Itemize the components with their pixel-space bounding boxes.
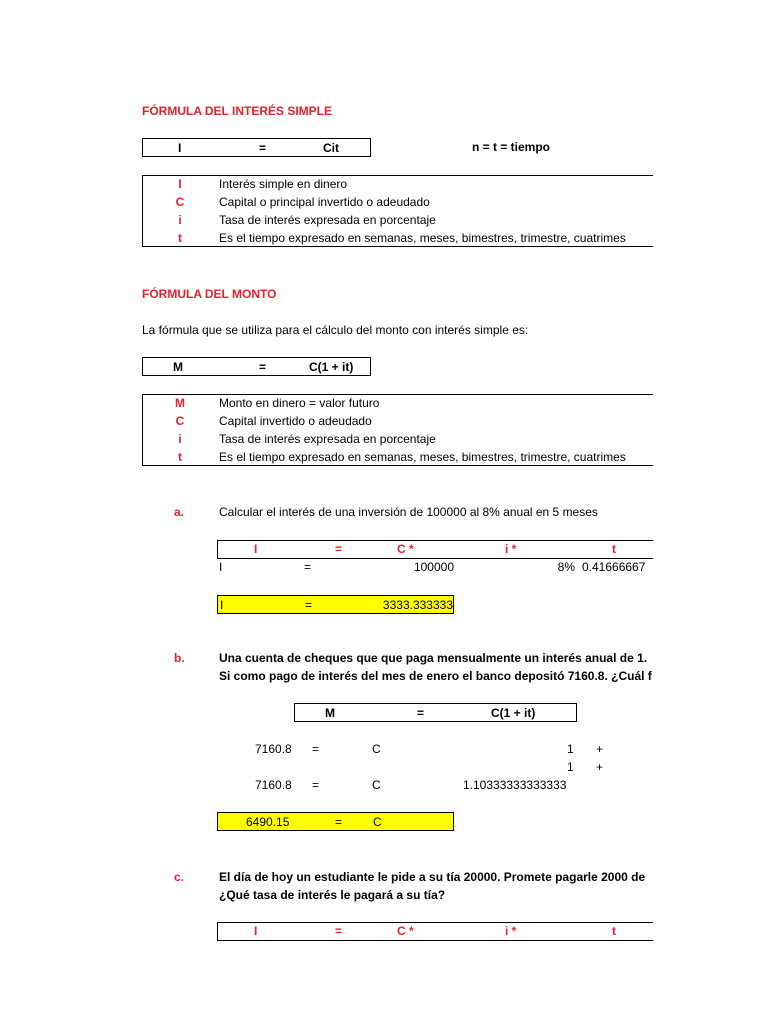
result-cell: 6490.15	[246, 815, 290, 829]
legend-symbol: t	[178, 450, 182, 464]
header-cell: I	[254, 542, 258, 556]
time-note: n = t = tiempo	[472, 140, 551, 154]
header-cell: t	[612, 542, 616, 556]
exercise-a-text: Calcular el interés de una inversión de 100000 al 8% anual en 5 meses	[219, 505, 598, 519]
result-cell: I	[220, 598, 224, 612]
header-cell: C *	[397, 542, 414, 556]
legend-symbol: M	[175, 396, 185, 410]
formula-eq: =	[417, 706, 425, 720]
legend-description: Es el tiempo expresado en semanas, meses, bimestres, trimestre, cuatrimes	[219, 231, 626, 245]
legend-description: Capital invertido o adeudado	[219, 414, 372, 428]
formula-lhs: M	[325, 706, 335, 720]
data-cell: 7160.8	[255, 742, 292, 756]
section-title-monto: FÓRMULA DEL MONTO	[142, 287, 277, 301]
formula-lhs: I	[178, 141, 182, 155]
data-cell: 7160.8	[255, 778, 292, 792]
legend-symbol: C	[175, 414, 185, 428]
exercise-b-line2: Si como pago de interés del mes de enero el banco depositó 7160.8. ¿Cuál f	[219, 669, 652, 683]
data-cell: 0.41666667	[582, 560, 646, 574]
exercise-c-label: c.	[174, 870, 185, 884]
data-cell: 8%	[557, 560, 575, 574]
legend-symbol: C	[175, 195, 185, 209]
data-cell: =	[312, 778, 320, 792]
formula-rhs: C(1 + it)	[491, 706, 536, 720]
data-cell: 100000	[413, 560, 454, 574]
legend-description: Es el tiempo expresado en semanas, meses, bimestres, trimestre, cuatrimes	[219, 450, 626, 464]
header-cell: i *	[505, 542, 517, 556]
header-cell: =	[335, 924, 343, 938]
header-cell: =	[335, 542, 343, 556]
data-cell: 1	[567, 760, 574, 774]
exercise-c-line2: ¿Qué tasa de interés le pagará a su tía?	[219, 888, 446, 902]
data-cell: C	[372, 778, 381, 792]
legend-symbol: I	[178, 177, 182, 191]
header-cell: C *	[397, 924, 414, 938]
result-cell: 3333.333333	[382, 598, 453, 612]
result-cell: =	[305, 598, 313, 612]
legend-description: Tasa de interés expresada en porcentaje	[219, 432, 436, 446]
data-cell: =	[304, 560, 312, 574]
header-cell: I	[254, 924, 258, 938]
exercise-b-line1: Una cuenta de cheques que que paga mensualmente un interés anual de 1.	[219, 651, 648, 665]
formula-rhs: Cit	[323, 141, 339, 155]
data-cell: C	[372, 742, 381, 756]
exercise-b-result	[217, 812, 454, 831]
legend-symbol: i	[178, 432, 182, 446]
legend-symbol: i	[178, 213, 182, 227]
data-cell: +	[596, 742, 604, 756]
legend-description: Interés simple en dinero	[219, 177, 348, 191]
header-cell: t	[612, 924, 616, 938]
legend-symbol: t	[178, 231, 182, 245]
monto-intro: La fórmula que se utiliza para el cálculo del monto con interés simple es:	[142, 323, 529, 337]
exercise-a-header-box	[217, 540, 653, 559]
formula-box-interes	[142, 138, 371, 157]
exercise-a-label: a.	[174, 505, 185, 519]
formula-lhs: M	[173, 360, 183, 374]
section-title-interes-simple: FÓRMULA DEL INTERÉS SIMPLE	[142, 104, 333, 118]
legend-description: Capital o principal invertido o adeudado	[219, 195, 430, 209]
formula-box-monto	[142, 357, 371, 376]
data-cell: I	[219, 560, 223, 574]
exercise-c-line1: El día de hoy un estudiante le pide a su tía 20000. Promete pagarle 2000 de	[219, 870, 646, 884]
formula-rhs: C(1 + it)	[309, 360, 354, 374]
data-cell: +	[596, 760, 604, 774]
header-cell: i *	[505, 924, 517, 938]
legend-description: Monto en dinero = valor futuro	[219, 396, 380, 410]
data-cell: 1.10333333333333	[463, 778, 567, 792]
exercise-a-result	[217, 595, 454, 614]
exercise-c-header-box	[217, 922, 653, 941]
formula-eq: =	[259, 141, 267, 155]
legend-description: Tasa de interés expresada en porcentaje	[219, 213, 436, 227]
exercise-b-formula-box	[294, 703, 577, 722]
data-cell: =	[312, 742, 320, 756]
data-cell: 1	[567, 742, 574, 756]
result-cell: =	[335, 815, 343, 829]
result-cell: C	[373, 815, 382, 829]
exercise-b-label: b.	[174, 651, 185, 665]
formula-eq: =	[259, 360, 267, 374]
